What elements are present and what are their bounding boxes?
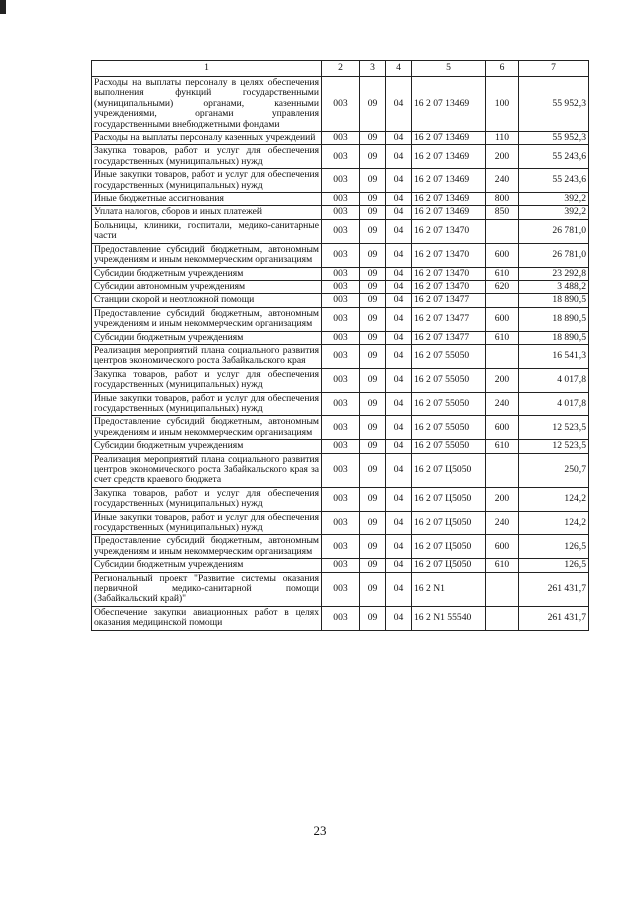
table-row <box>92 132 589 145</box>
row-subsection-cell: 04 <box>386 368 412 392</box>
row-name-cell: Иные закупки товаров, работ и услуг для обеспечения государственных (муниципальных) нужд <box>92 511 322 535</box>
table-row <box>92 193 589 206</box>
row-subsection-cell: 04 <box>386 280 412 293</box>
row-name-cell: Региональный проект "Развитие системы оказания первичной медико-санитарной помощи (Забайкальский край)" <box>92 572 322 606</box>
header-col-5: 5 <box>412 61 486 77</box>
row-name-cell: Иные бюджетные ассигнования <box>92 193 322 206</box>
header-col-1: 1 <box>92 61 322 77</box>
row-amount-cell: 23 292,8 <box>519 267 589 280</box>
table-row <box>92 169 589 193</box>
row-expense-type-cell: 600 <box>486 535 519 559</box>
row-name-cell: Закупка товаров, работ и услуг для обеспечения государственных (муниципальных) нужд <box>92 368 322 392</box>
row-amount-cell: 4 017,8 <box>519 392 589 416</box>
row-section-cell: 09 <box>360 145 386 169</box>
row-ministry-code-cell: 003 <box>322 145 360 169</box>
row-section-cell: 09 <box>360 243 386 267</box>
row-amount-cell: 261 431,7 <box>519 572 589 606</box>
row-target-article-cell: 16 2 07 13477 <box>412 294 486 307</box>
row-name-cell: Реализация мероприятий плана социального развития центров экономического роста Забайкальского края за счет средств краевого бюджета <box>92 453 322 487</box>
row-subsection-cell: 04 <box>386 440 412 453</box>
row-amount-cell: 124,2 <box>519 487 589 511</box>
row-target-article-cell: 16 2 N1 55540 <box>412 606 486 630</box>
row-amount-cell: 261 431,7 <box>519 606 589 630</box>
row-amount-cell: 3 488,2 <box>519 280 589 293</box>
row-subsection-cell: 04 <box>386 243 412 267</box>
row-name-cell: Реализация мероприятий плана социального развития центров экономического роста Забайкальского края <box>92 344 322 368</box>
row-amount-cell: 12 523,5 <box>519 440 589 453</box>
row-amount-cell: 126,5 <box>519 559 589 572</box>
row-ministry-code-cell: 003 <box>322 606 360 630</box>
row-section-cell: 09 <box>360 535 386 559</box>
row-name-cell: Больницы, клиники, госпитали, медико-санитарные части <box>92 219 322 243</box>
table-row <box>92 77 589 132</box>
row-name-cell: Предоставление субсидий бюджетным, автономным учреждениям и иным некоммерческим организациям <box>92 307 322 331</box>
row-section-cell: 09 <box>360 344 386 368</box>
table-row <box>92 368 589 392</box>
row-expense-type-cell: 240 <box>486 511 519 535</box>
row-subsection-cell: 04 <box>386 331 412 344</box>
row-name-cell: Предоставление субсидий бюджетным, автономным учреждениям и иным некоммерческим организациям <box>92 243 322 267</box>
table-row <box>92 219 589 243</box>
row-name-cell: Субсидии автономным учреждениям <box>92 280 322 293</box>
row-target-article-cell: 16 2 07 55050 <box>412 440 486 453</box>
row-ministry-code-cell: 003 <box>322 392 360 416</box>
row-subsection-cell: 04 <box>386 344 412 368</box>
row-expense-type-cell <box>486 572 519 606</box>
row-subsection-cell: 04 <box>386 193 412 206</box>
row-ministry-code-cell: 003 <box>322 559 360 572</box>
table-header-row <box>92 61 589 77</box>
header-col-6: 6 <box>486 61 519 77</box>
table-row <box>92 487 589 511</box>
row-subsection-cell: 04 <box>386 453 412 487</box>
row-ministry-code-cell: 003 <box>322 243 360 267</box>
row-expense-type-cell: 200 <box>486 487 519 511</box>
row-target-article-cell: 16 2 07 Ц5050 <box>412 453 486 487</box>
row-amount-cell: 126,5 <box>519 535 589 559</box>
table-row <box>92 572 589 606</box>
table-row <box>92 344 589 368</box>
row-expense-type-cell: 610 <box>486 331 519 344</box>
row-expense-type-cell <box>486 294 519 307</box>
row-section-cell: 09 <box>360 219 386 243</box>
row-amount-cell: 55 952,3 <box>519 77 589 132</box>
row-name-cell: Расходы на выплаты персоналу казенных учреждеиий <box>92 132 322 145</box>
row-target-article-cell: 16 2 07 13470 <box>412 267 486 280</box>
row-subsection-cell: 04 <box>386 219 412 243</box>
row-subsection-cell: 04 <box>386 307 412 331</box>
row-ministry-code-cell: 003 <box>322 535 360 559</box>
row-subsection-cell: 04 <box>386 487 412 511</box>
row-name-cell: Субсидии бюджетным учреждениям <box>92 267 322 280</box>
row-ministry-code-cell: 003 <box>322 368 360 392</box>
row-amount-cell: 55 243,6 <box>519 169 589 193</box>
table-row <box>92 511 589 535</box>
row-target-article-cell: 16 2 07 55050 <box>412 416 486 440</box>
row-expense-type-cell: 240 <box>486 392 519 416</box>
row-section-cell: 09 <box>360 453 386 487</box>
row-target-article-cell: 16 2 07 13470 <box>412 280 486 293</box>
row-target-article-cell: 16 2 07 13469 <box>412 169 486 193</box>
row-subsection-cell: 04 <box>386 267 412 280</box>
row-target-article-cell: 16 2 07 13470 <box>412 243 486 267</box>
row-subsection-cell: 04 <box>386 169 412 193</box>
row-ministry-code-cell: 003 <box>322 453 360 487</box>
row-expense-type-cell: 240 <box>486 169 519 193</box>
row-target-article-cell: 16 2 07 Ц5050 <box>412 559 486 572</box>
row-ministry-code-cell: 003 <box>322 206 360 219</box>
row-section-cell: 09 <box>360 331 386 344</box>
row-target-article-cell: 16 2 07 Ц5050 <box>412 511 486 535</box>
row-amount-cell: 26 781,0 <box>519 243 589 267</box>
row-section-cell: 09 <box>360 606 386 630</box>
row-target-article-cell: 16 2 07 13470 <box>412 219 486 243</box>
table-row <box>92 416 589 440</box>
row-section-cell: 09 <box>360 193 386 206</box>
header-col-4: 4 <box>386 61 412 77</box>
row-ministry-code-cell: 003 <box>322 572 360 606</box>
row-ministry-code-cell: 003 <box>322 307 360 331</box>
table-row <box>92 606 589 630</box>
table-row <box>92 307 589 331</box>
table-row <box>92 145 589 169</box>
row-ministry-code-cell: 003 <box>322 280 360 293</box>
row-subsection-cell: 04 <box>386 535 412 559</box>
row-section-cell: 09 <box>360 511 386 535</box>
row-expense-type-cell: 600 <box>486 416 519 440</box>
row-target-article-cell: 16 2 07 Ц5050 <box>412 535 486 559</box>
row-amount-cell: 4 017,8 <box>519 368 589 392</box>
row-ministry-code-cell: 003 <box>322 344 360 368</box>
row-subsection-cell: 04 <box>386 206 412 219</box>
row-subsection-cell: 04 <box>386 606 412 630</box>
row-ministry-code-cell: 003 <box>322 331 360 344</box>
row-name-cell: Иные закупки товаров, работ и услуг для обеспечения государственных (муниципальных) нужд <box>92 169 322 193</box>
row-section-cell: 09 <box>360 77 386 132</box>
row-amount-cell: 250,7 <box>519 453 589 487</box>
row-subsection-cell: 04 <box>386 416 412 440</box>
row-ministry-code-cell: 003 <box>322 77 360 132</box>
row-section-cell: 09 <box>360 267 386 280</box>
row-target-article-cell: 16 2 07 13469 <box>412 193 486 206</box>
row-amount-cell: 12 523,5 <box>519 416 589 440</box>
row-subsection-cell: 04 <box>386 294 412 307</box>
row-name-cell: Субсидии бюджетным учреждениям <box>92 440 322 453</box>
row-expense-type-cell: 200 <box>486 145 519 169</box>
table-row <box>92 559 589 572</box>
row-section-cell: 09 <box>360 440 386 453</box>
row-subsection-cell: 04 <box>386 392 412 416</box>
row-section-cell: 09 <box>360 392 386 416</box>
row-ministry-code-cell: 003 <box>322 487 360 511</box>
row-expense-type-cell: 610 <box>486 440 519 453</box>
row-subsection-cell: 04 <box>386 572 412 606</box>
row-name-cell: Предоставление субсидий бюджетным, автономным учреждениям и иным некоммерческим организациям <box>92 416 322 440</box>
row-name-cell: Закупка товаров, работ и услуг для обеспечения государственных (муниципальных) нужд <box>92 145 322 169</box>
row-expense-type-cell: 620 <box>486 280 519 293</box>
row-expense-type-cell: 850 <box>486 206 519 219</box>
row-name-cell: Закупка товаров, работ и услуг для обеспечения государственных (муниципальных) нужд <box>92 487 322 511</box>
row-expense-type-cell: 100 <box>486 77 519 132</box>
row-expense-type-cell: 610 <box>486 559 519 572</box>
row-section-cell: 09 <box>360 416 386 440</box>
row-ministry-code-cell: 003 <box>322 440 360 453</box>
row-name-cell: Субсидии бюджетным учреждениям <box>92 331 322 344</box>
row-amount-cell: 124,2 <box>519 511 589 535</box>
row-expense-type-cell <box>486 344 519 368</box>
row-section-cell: 09 <box>360 280 386 293</box>
row-name-cell: Уплата налогов, сборов и иных платежей <box>92 206 322 219</box>
row-amount-cell: 392,2 <box>519 193 589 206</box>
row-name-cell: Предоставление субсидий бюджетным, автономным учреждениям и иным некоммерческим организациям <box>92 535 322 559</box>
row-section-cell: 09 <box>360 368 386 392</box>
row-ministry-code-cell: 003 <box>322 219 360 243</box>
row-name-cell: Субсидии бюджетным учреждениям <box>92 559 322 572</box>
row-expense-type-cell: 200 <box>486 368 519 392</box>
header-col-7: 7 <box>519 61 589 77</box>
row-section-cell: 09 <box>360 559 386 572</box>
table-row <box>92 206 589 219</box>
row-name-cell: Станции скорой и неотложной помощи <box>92 294 322 307</box>
row-target-article-cell: 16 2 07 Ц5050 <box>412 487 486 511</box>
row-ministry-code-cell: 003 <box>322 294 360 307</box>
row-section-cell: 09 <box>360 307 386 331</box>
row-section-cell: 09 <box>360 169 386 193</box>
table-row <box>92 392 589 416</box>
page-number: 23 <box>313 823 327 838</box>
row-expense-type-cell <box>486 453 519 487</box>
row-expense-type-cell <box>486 606 519 630</box>
scan-edge-mark <box>0 0 6 14</box>
row-target-article-cell: 16 2 07 13469 <box>412 132 486 145</box>
row-target-article-cell: 16 2 07 55050 <box>412 344 486 368</box>
row-target-article-cell: 16 2 07 55050 <box>412 392 486 416</box>
row-amount-cell: 18 890,5 <box>519 294 589 307</box>
row-target-article-cell: 16 2 07 13477 <box>412 331 486 344</box>
row-target-article-cell: 16 2 07 13477 <box>412 307 486 331</box>
row-amount-cell: 26 781,0 <box>519 219 589 243</box>
row-section-cell: 09 <box>360 132 386 145</box>
row-section-cell: 09 <box>360 487 386 511</box>
row-target-article-cell: 16 2 07 13469 <box>412 77 486 132</box>
row-subsection-cell: 04 <box>386 145 412 169</box>
row-amount-cell: 55 952,3 <box>519 132 589 145</box>
row-target-article-cell: 16 2 07 55050 <box>412 368 486 392</box>
row-expense-type-cell: 110 <box>486 132 519 145</box>
row-subsection-cell: 04 <box>386 77 412 132</box>
row-amount-cell: 55 243,6 <box>519 145 589 169</box>
row-expense-type-cell: 600 <box>486 243 519 267</box>
row-name-cell: Иные закупки товаров, работ и услуг для обеспечения государственных (муниципальных) нужд <box>92 392 322 416</box>
row-section-cell: 09 <box>360 572 386 606</box>
row-ministry-code-cell: 003 <box>322 267 360 280</box>
row-name-cell: Обеспечение закупки авиационных работ в целях оказания медицинской помощи <box>92 606 322 630</box>
row-ministry-code-cell: 003 <box>322 511 360 535</box>
row-expense-type-cell: 800 <box>486 193 519 206</box>
table-row <box>92 267 589 280</box>
row-amount-cell: 18 890,5 <box>519 331 589 344</box>
table-row <box>92 535 589 559</box>
row-expense-type-cell: 610 <box>486 267 519 280</box>
row-expense-type-cell <box>486 219 519 243</box>
budget-table <box>91 60 589 631</box>
row-section-cell: 09 <box>360 206 386 219</box>
row-name-cell: Расходы на выплаты персоналу в целях обеспечения выполнения функций государственными (муниципальными) органами, казенными учреждениями, органами управления государственными внебюджетными фондами <box>92 77 322 132</box>
table-row <box>92 294 589 307</box>
table-row <box>92 331 589 344</box>
row-subsection-cell: 04 <box>386 132 412 145</box>
header-col-2: 2 <box>322 61 360 77</box>
row-ministry-code-cell: 003 <box>322 169 360 193</box>
table-row <box>92 440 589 453</box>
row-ministry-code-cell: 003 <box>322 132 360 145</box>
row-ministry-code-cell: 003 <box>322 193 360 206</box>
row-ministry-code-cell: 003 <box>322 416 360 440</box>
row-target-article-cell: 16 2 07 13469 <box>412 145 486 169</box>
row-subsection-cell: 04 <box>386 559 412 572</box>
row-amount-cell: 392,2 <box>519 206 589 219</box>
row-amount-cell: 16 541,3 <box>519 344 589 368</box>
table-row <box>92 453 589 487</box>
row-target-article-cell: 16 2 N1 <box>412 572 486 606</box>
header-col-3: 3 <box>360 61 386 77</box>
row-expense-type-cell: 600 <box>486 307 519 331</box>
row-target-article-cell: 16 2 07 13469 <box>412 206 486 219</box>
table-row <box>92 243 589 267</box>
row-subsection-cell: 04 <box>386 511 412 535</box>
row-section-cell: 09 <box>360 294 386 307</box>
table-row <box>92 280 589 293</box>
row-amount-cell: 18 890,5 <box>519 307 589 331</box>
